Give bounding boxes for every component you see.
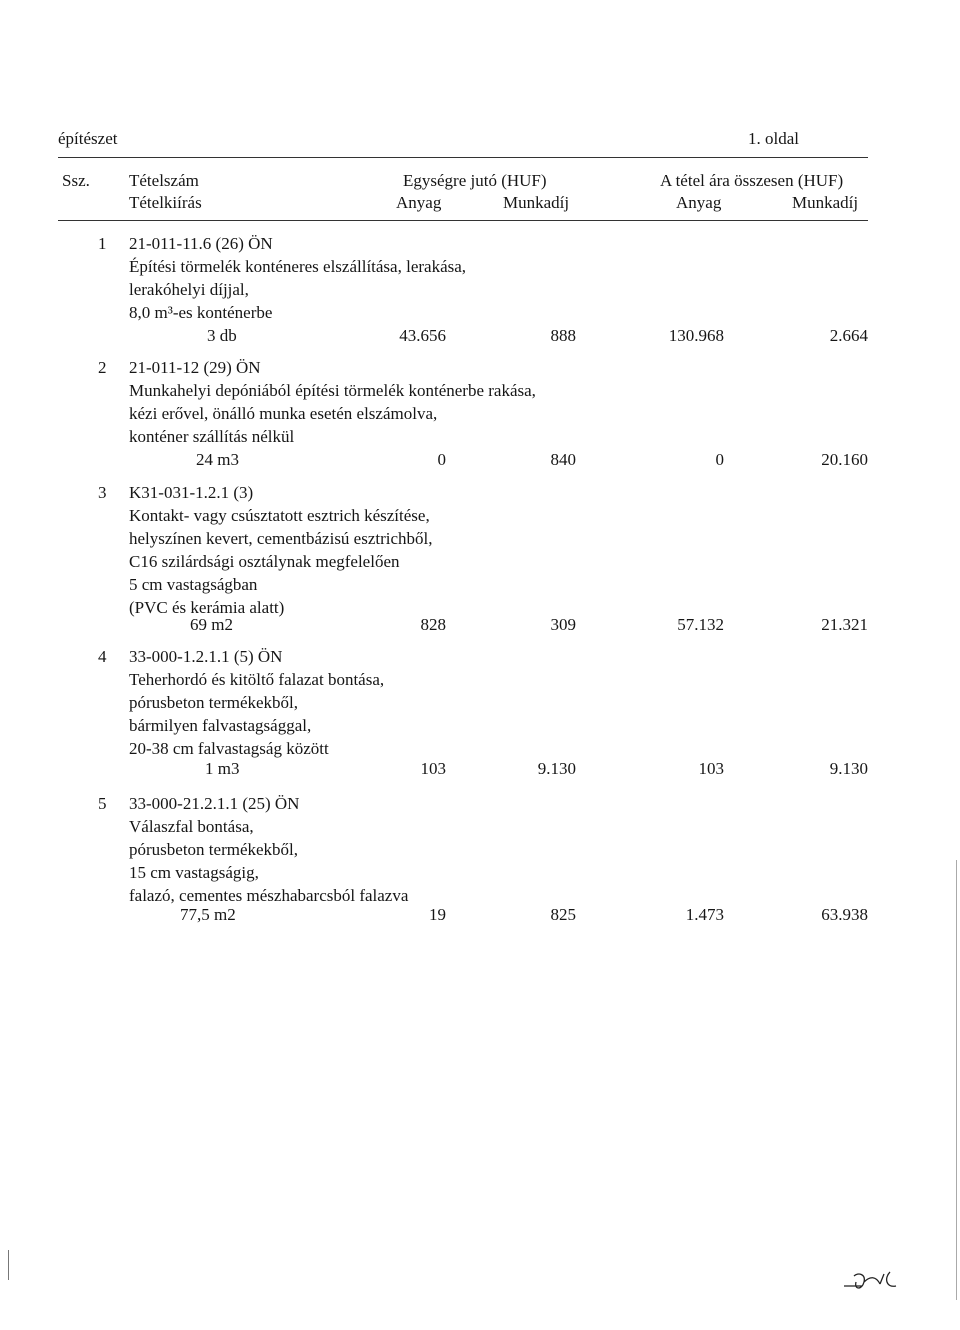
col-unit-munkadij: Munkadíj: [503, 193, 570, 212]
col-unit-anyag: Anyag: [396, 193, 442, 212]
item-desc-line: 8,0 m³-es konténerbe: [129, 303, 273, 322]
item-desc-line: 5 cm vastagságban: [129, 575, 258, 594]
signature-mark: [840, 1262, 910, 1302]
item-unit-munkadij: 309: [550, 615, 576, 634]
item-unit-anyag: 0: [437, 450, 446, 469]
col-total-anyag: Anyag: [676, 193, 722, 212]
col-unit-group: Egységre jutó (HUF): [403, 171, 547, 190]
item-code: 33-000-21.2.1.1 (25) ÖN: [129, 794, 300, 813]
scan-mark: [8, 1250, 9, 1280]
item-desc-line: C16 szilárdsági osztálynak megfelelően: [129, 552, 400, 571]
item-desc-line: 15 cm vastagságig,: [129, 863, 259, 882]
item-desc-line: Kontakt- vagy csúsztatott esztrich készítése,: [129, 506, 430, 525]
col-tetelkiiras: Tételkiírás: [129, 193, 202, 212]
item-unit-anyag: 828: [420, 615, 446, 634]
item-ssz: 1: [98, 234, 107, 253]
item-desc-line: lerakóhelyi díjjal,: [129, 280, 249, 299]
col-tetelszam: Tételszám: [129, 171, 199, 190]
item-total-munkadij: 21.321: [821, 615, 868, 634]
item-desc-line: bármilyen falvastagsággal,: [129, 716, 312, 735]
item-unit-munkadij: 9.130: [537, 759, 576, 778]
section-title: építészet: [58, 129, 118, 148]
item-desc-line: falazó, cementes mészhabarcsból falazva: [129, 886, 409, 905]
item-total-anyag: 0: [715, 450, 724, 469]
item-code: 21-011-11.6 (26) ÖN: [129, 234, 273, 253]
item-desc-line: helyszínen kevert, cementbázisú esztrichből,: [129, 529, 433, 548]
item-unit-munkadij: 888: [550, 326, 576, 345]
scan-edge: [956, 860, 957, 1300]
item-code: 33-000-1.2.1.1 (5) ÖN: [129, 647, 283, 666]
item-code: K31-031-1.2.1 (3): [129, 483, 254, 502]
item-code: 21-011-12 (29) ÖN: [129, 358, 261, 377]
item-desc-line: 20-38 cm falvastagság között: [129, 739, 329, 758]
item-ssz: 4: [98, 647, 107, 666]
item-desc-line: Munkahelyi depóniából építési törmelék konténerbe rakása,: [129, 381, 536, 400]
header-rule: [58, 157, 868, 158]
item-desc-line: kézi erővel, önálló munka esetén elszámolva,: [129, 404, 438, 423]
item-unit-anyag: 103: [420, 759, 446, 778]
item-quantity: 1 m3: [205, 759, 240, 778]
item-total-munkadij: 20.160: [821, 450, 868, 469]
item-ssz: 3: [98, 483, 107, 502]
item-total-munkadij: 9.130: [829, 759, 868, 778]
item-unit-munkadij: 840: [550, 450, 576, 469]
item-desc-line: konténer szállítás nélkül: [129, 427, 295, 446]
item-quantity: 77,5 m2: [180, 905, 236, 924]
item-ssz: 2: [98, 358, 107, 377]
col-ssz: Ssz.: [62, 171, 90, 190]
item-desc-line: Építési törmelék konténeres elszállítása, lerakása,: [129, 257, 467, 276]
item-unit-anyag: 43.656: [399, 326, 446, 345]
columns-rule: [58, 220, 868, 221]
item-total-munkadij: 2.664: [829, 326, 868, 345]
item-desc-line: pórusbeton termékekből,: [129, 693, 299, 712]
item-ssz: 5: [98, 794, 107, 813]
item-unit-anyag: 19: [429, 905, 446, 924]
col-total-munkadij: Munkadíj: [792, 193, 859, 212]
item-quantity: 69 m2: [190, 615, 233, 634]
item-total-anyag: 1.473: [685, 905, 724, 924]
item-total-munkadij: 63.938: [821, 905, 868, 924]
item-desc-line: Teherhordó és kitöltő falazat bontása,: [129, 670, 385, 689]
item-unit-munkadij: 825: [550, 905, 576, 924]
item-total-anyag: 103: [698, 759, 724, 778]
item-total-anyag: 130.968: [668, 326, 724, 345]
item-quantity: 3 db: [207, 326, 237, 345]
item-desc-line: (PVC és kerámia alatt): [129, 598, 285, 617]
item-total-anyag: 57.132: [677, 615, 724, 634]
col-total-group: A tétel ára összesen (HUF): [660, 171, 844, 190]
item-desc-line: Válaszfal bontása,: [129, 817, 254, 836]
page-number: 1. oldal: [748, 129, 799, 148]
item-quantity: 24 m3: [196, 450, 239, 469]
item-desc-line: pórusbeton termékekből,: [129, 840, 299, 859]
